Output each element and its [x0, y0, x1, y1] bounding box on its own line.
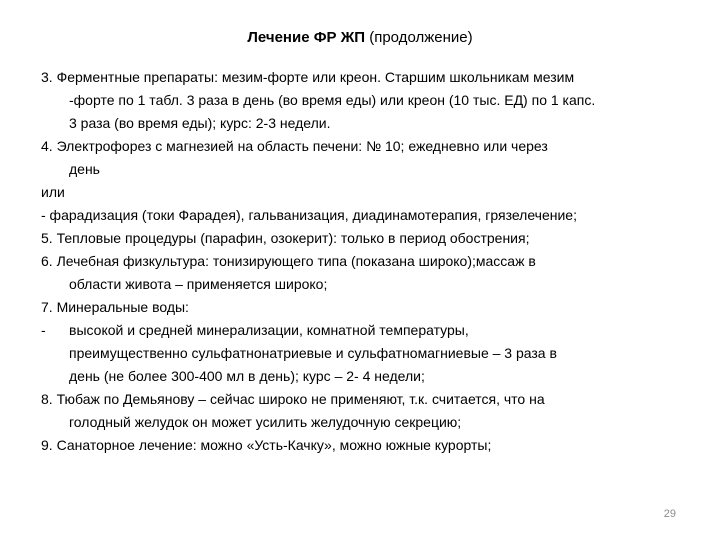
item-8-line-1: 8. Тюбаж по Демьянову – сейчас широко не применяют, т.к. считается, что на: [41, 391, 545, 407]
item-3-line-1: 3. Ферментные препараты: мезим-форте или креон. Старшим школьникам мезим: [41, 69, 575, 85]
item-7-line: 7. Минеральные воды:: [41, 299, 189, 315]
item-7-subitem-line-3: день (не более 300-400 мл в день); курс – 2- 4 недели;: [69, 368, 425, 384]
item-4-line-2: день: [69, 161, 100, 177]
item-4-line-1: 4. Электрофорез с магнезией на область печени: № 10; ежедневно или через: [41, 138, 548, 154]
slide-body: [41, 66, 701, 457]
item-6-line-1: 6. Лечебная физкультура: тонизирующего типа (показана широко);массаж в: [41, 253, 536, 269]
item-5-line: 5. Тепловые процедуры (парафин, озокерит): только в период обострения;: [41, 230, 530, 246]
item-7-subitem-line-2: преимущественно сульфатнонатриевые и сульфатномагниевые – 3 раза в: [69, 345, 557, 361]
page-number: 29: [663, 508, 676, 520]
item-8-line-2: голодный желудок он может усилить желудочную секрецию;: [69, 414, 462, 430]
or-line: или: [41, 184, 65, 200]
slide-title: [0, 28, 720, 48]
item-9-line: 9. Санаторное лечение: можно «Усть-Качку», можно южные курорты;: [41, 437, 492, 453]
alt-procedures-line: - фарадизация (токи Фарадея), гальванизация, диадинамотерапия, грязелечение;: [41, 207, 577, 223]
item-7-subitem: [41, 319, 701, 342]
slide-title-bold: Лечение ФР ЖП: [247, 29, 366, 46]
item-3-line-2: -форте по 1 табл. 3 раза в день (во время еды) или креон (10 тыс. ЕД) по 1 капс.: [69, 92, 596, 108]
slide-title-suffix: (продолжение): [365, 29, 473, 46]
item-7-subitem-line-1: высокой и средней минерализации, комнатной температуры,: [69, 322, 469, 338]
item-3-line-3: 3 раза (во время еды); курс: 2-3 недели.: [69, 115, 331, 131]
bullet-dash: -: [41, 322, 46, 338]
item-6-line-2: области живота – применяется широко;: [69, 276, 328, 292]
